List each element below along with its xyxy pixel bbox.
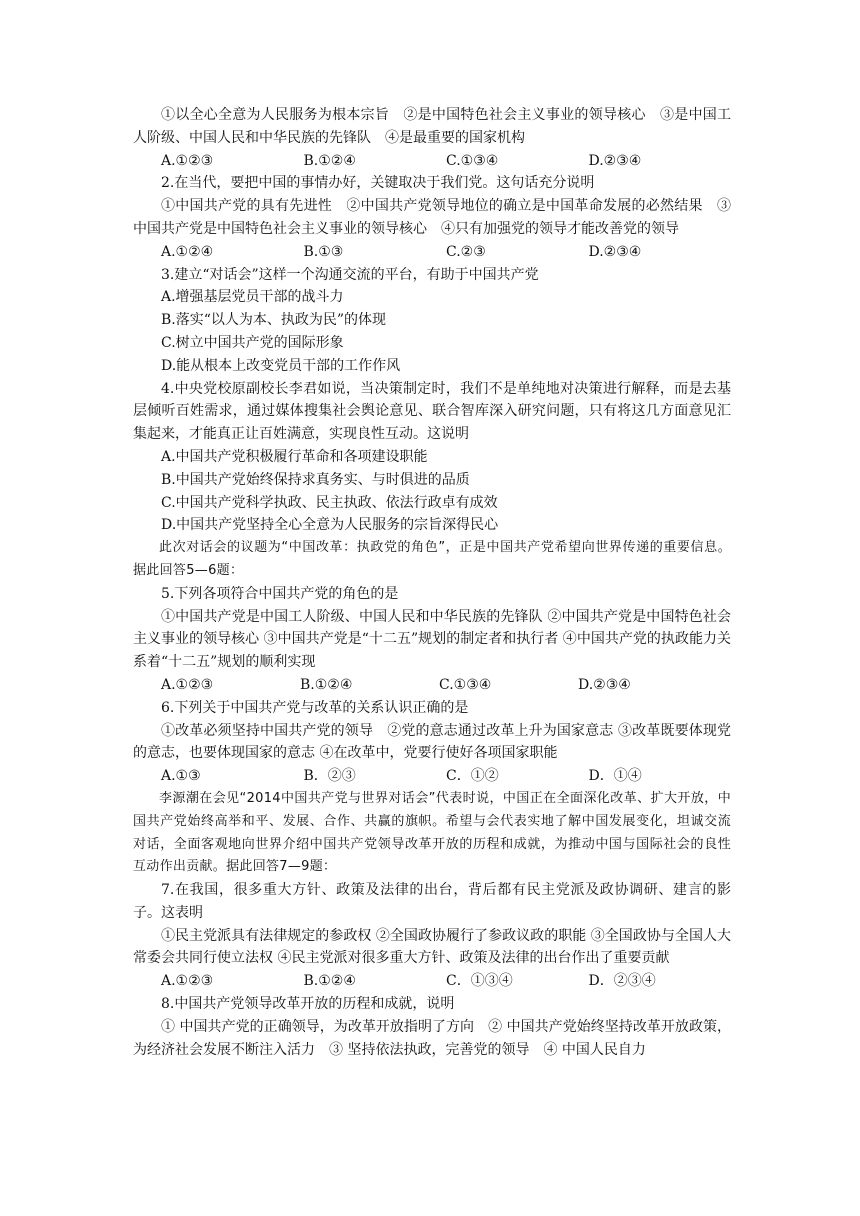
q5-option-d: D.②③④ <box>578 676 631 693</box>
q6-question: 6.下列关于中国共产党与改革的关系认识正确的是 <box>161 699 469 716</box>
q5-option-a: A.①②③ <box>161 676 214 693</box>
q7-stem: ①民主党派具有法律规定的参政权 ②全国政协履行了参政议政的职能 ③全国政协与全国人大常委会共同行使立法权 ④民主党派对很多重大方针、政策及法律的出台作出了重要贡献 <box>133 927 731 967</box>
q6-options <box>133 765 731 788</box>
q3-option-d: D.能从根本上改变党员干部的工作作风 <box>161 357 401 374</box>
q1-option-b: B.①②④ <box>303 152 356 169</box>
q7-question: 7.在我国，很多重大方针、政策及法律的出台，背后都有民主党派及政协调研、建言的影子。这表明 <box>133 882 731 921</box>
exam-page <box>133 104 731 1061</box>
q1-option-c: C.①③④ <box>446 152 499 169</box>
q2-option-d: D.②③④ <box>588 243 642 260</box>
q4-option-a: A.中国共产党积极履行革命和各项建设职能 <box>161 448 428 465</box>
material-1: 此次对话会的议题为“中国改革：执政党的角色”，正是中国共产党希望向世界传递的重要信息。据此回答5—6题： <box>133 540 731 578</box>
q7-option-c: C．①③④ <box>446 973 513 990</box>
q7-option-d: D．②③④ <box>588 973 656 990</box>
q2-option-c: C.②③ <box>446 243 486 260</box>
q6-option-c: C．①② <box>446 768 499 785</box>
q1-option-d: D.②③④ <box>588 152 642 169</box>
q3-option-b: B.落实“以人为本、执政为民”的体现 <box>161 312 387 329</box>
q5-options <box>133 674 731 697</box>
q1-option-a: A.①②③ <box>161 152 214 169</box>
q3-option-a: A.增强基层党员干部的战斗力 <box>161 289 344 306</box>
material-2: 李源潮在会见“2014中国共产党与世界对话会”代表时说，中国正在全面深化改革、扩大开放，中国共产党始终高举和平、发展、合作、共赢的旗帜。希望与会代表实地了解中国发展变化，坦诚交流对话，全面客观地向世界介绍中国共产党领导改革开放的历程和成就，为推动中国与国际社会的良性互动作出贡献。据此回答7—9题： <box>133 790 731 875</box>
q5-question: 5.下列各项符合中国共产党的角色的是 <box>161 585 399 602</box>
q5-option-b: B.①②④ <box>300 676 353 693</box>
q3-question: 3.建立“对话会”这样一个沟通交流的平台，有助于中国共产党 <box>161 266 539 283</box>
q6-option-d: D．①④ <box>588 768 642 785</box>
q1-stem: ①以全心全意为人民服务为根本宗旨 ②是中国特色社会主义事业的领导核心 ③是中国工人阶级、中国人民和中华民族的先锋队 ④是最重要的国家机构 <box>133 107 731 146</box>
q4-option-d: D.中国共产党坚持全心全意为人民服务的宗旨深得民心 <box>161 517 499 534</box>
q4-option-b: B.中国共产党始终保持求真务实、与时俱进的品质 <box>161 471 470 488</box>
q5-option-c: C.①③④ <box>439 676 492 693</box>
q6-option-a: A.①③ <box>161 768 201 785</box>
q5-stem: ①中国共产党是中国工人阶级、中国人民和中华民族的先锋队 ②中国共产党是中国特色社会主义事业的领导核心 ③中国共产党是“十二五”规划的制定者和执行者 ④中国共产党的执政能力关系着“十二五”规划的顺利实现 <box>133 608 731 671</box>
q2-question: 2.在当代，要把中国的事情办好，关键取决于我们党。这句话充分说明 <box>161 175 595 192</box>
q1-options <box>133 150 731 173</box>
q6-stem: ①改革必须坚持中国共产党的领导 ②党的意志通过改革上升为国家意志 ③改革既要体现党的意志，也要体现国家的意志 ④在改革中，党要行使好各项国家职能 <box>133 722 731 762</box>
q2-option-a: A.①②④ <box>161 243 214 260</box>
q4-question: 4.中央党校原副校长李君如说，当决策制定时，我们不是单纯地对决策进行解释，而是去基层倾听百姓需求，通过媒体搜集社会舆论意见、联合智库深入研究问题，只有将这几方面意见汇集起来，才能真正让百姓满意，实现良性互动。这说明 <box>133 380 731 443</box>
q2-options <box>133 241 731 264</box>
q3-option-c: C.树立中国共产党的国际形象 <box>161 334 344 351</box>
q4-option-c: C.中国共产党科学执政、民主执政、依法行政卓有成效 <box>161 494 498 511</box>
q7-options <box>133 970 731 993</box>
q8-stem: ① 中国共产党的正确领导，为改革开放指明了方向 ② 中国共产党始终坚持改革开放政策，为经济社会发展不断注入活力 ③ 坚持依法执政，完善党的领导 ④ 中国人民自力 <box>133 1018 731 1058</box>
q7-option-b: B.①②④ <box>303 973 356 990</box>
q6-option-b: B．②③ <box>303 768 356 785</box>
q8-question: 8.中国共产党领导改革开放的历程和成就，说明 <box>161 996 455 1013</box>
q7-option-a: A.①②③ <box>161 973 214 990</box>
q2-option-b: B.①③ <box>303 243 344 260</box>
q2-stem: ①中国共产党的具有先进性 ②中国共产党领导地位的确立是中国革命发展的必然结果 ③中国共产党是中国特色社会主义事业的领导核心 ④只有加强党的领导才能改善党的领导 <box>133 198 731 237</box>
